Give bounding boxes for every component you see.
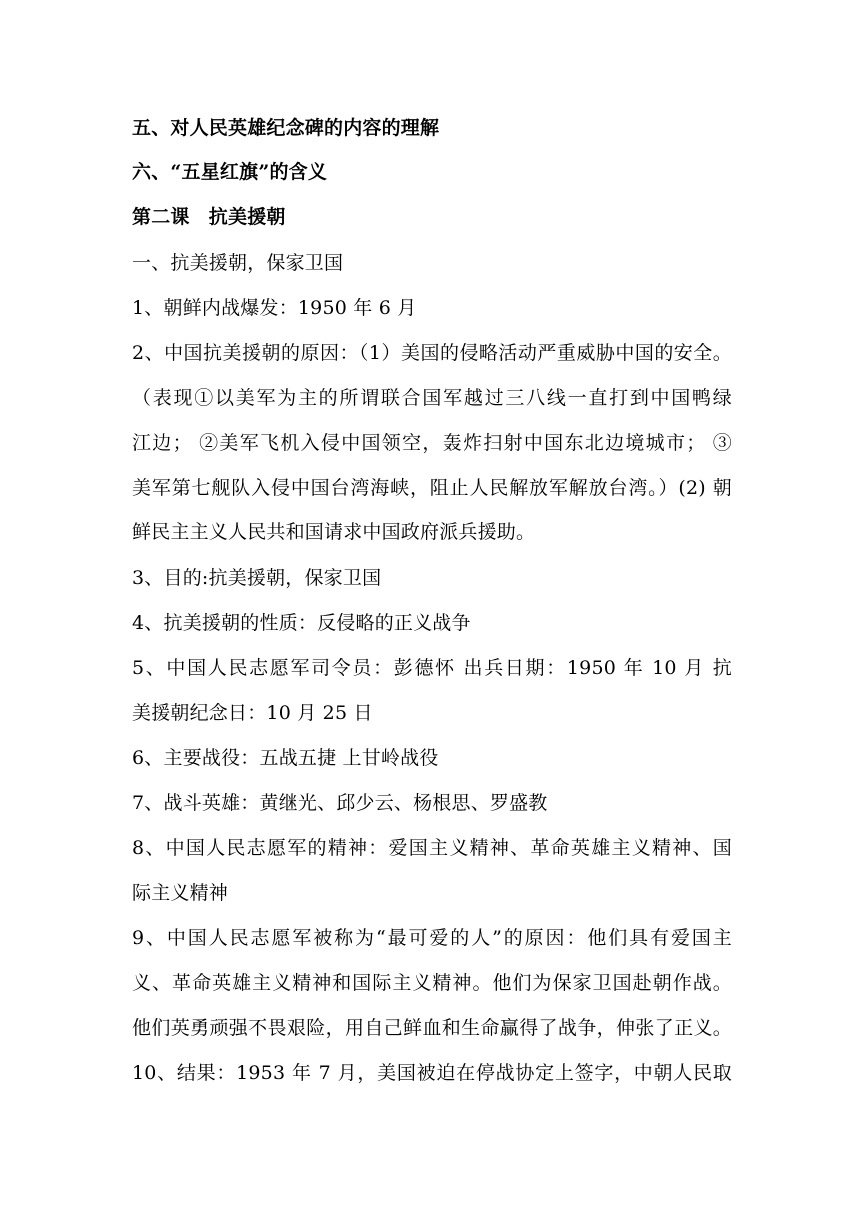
section-heading: 一、抗美援朝，保家卫国 bbox=[132, 252, 344, 274]
text-line: 7、战斗英雄：黄继光、邱少云、杨根思、罗盛教 bbox=[132, 792, 548, 814]
heading-five-star-flag: 六、“五星红旗”的含义 bbox=[132, 161, 328, 183]
text-line: 5、中国人民志愿军司令员：彭德怀 出兵日期：1950 年 10 月 抗 bbox=[132, 657, 732, 679]
text-line: 1、朝鲜内战爆发：1950 年 6 月 bbox=[132, 297, 417, 319]
text-line: 3、目的:抗美援朝，保家卫国 bbox=[132, 567, 382, 589]
text-line: 6、主要战役：五战五捷 上甘岭战役 bbox=[132, 747, 439, 769]
text-line: 际主义精神 bbox=[132, 882, 229, 904]
text-line: 8、中国人民志愿军的精神：爱国主义精神、革命英雄主义精神、国 bbox=[132, 837, 732, 859]
text-line: （表现①以美军为主的所谓联合国军越过三八线一直打到中国鸭绿 bbox=[132, 387, 732, 409]
text-line: 美援朝纪念日：10 月 25 日 bbox=[132, 702, 373, 724]
text-line: 2、中国抗美援朝的原因：（1）美国的侵略活动严重威胁中国的安全。 bbox=[132, 342, 732, 364]
text-line: 美军第七舰队入侵中国台湾海峡，阻止人民解放军解放台湾。）(2) 朝 bbox=[132, 477, 732, 499]
text-line: 鲜民主主义人民共和国请求中国政府派兵援助。 bbox=[132, 521, 536, 543]
text-line: 江边； ②美军飞机入侵中国领空，轰炸扫射中国东北边境城市； ③ bbox=[132, 432, 732, 454]
heading-monument-understanding: 五、对人民英雄纪念碑的内容的理解 bbox=[132, 117, 440, 139]
lesson-title: 第二课 抗美援朝 bbox=[132, 206, 286, 228]
text-line: 10、结果：1953 年 7 月，美国被迫在停战协定上签字，中朝人民取 bbox=[132, 1062, 732, 1084]
text-line: 义、革命英雄主义精神和国际主义精神。他们为保家卫国赴朝作战。 bbox=[132, 972, 732, 994]
text-line: 他们英勇顽强不畏艰险，用自己鲜血和生命赢得了战争，伸张了正义。 bbox=[132, 1017, 732, 1039]
text-line: 4、抗美援朝的性质：反侵略的正义战争 bbox=[132, 612, 471, 634]
text-line: 9、中国人民志愿军被称为“最可爱的人”的原因：他们具有爱国主 bbox=[132, 927, 732, 949]
